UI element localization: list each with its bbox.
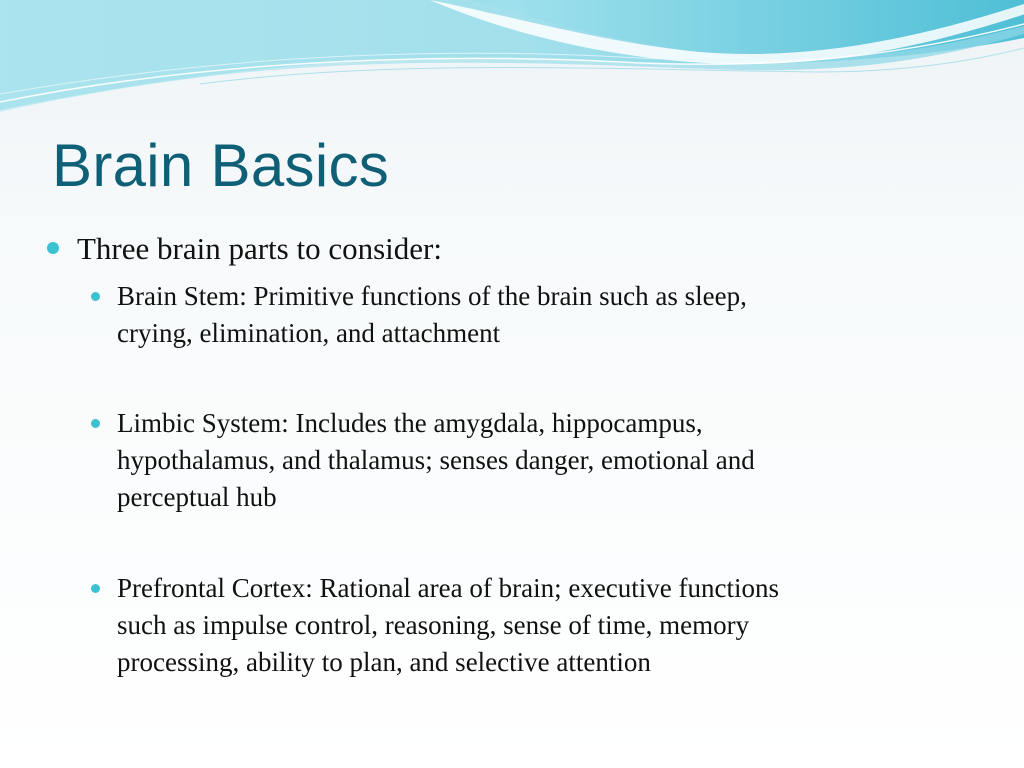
bullet-line: Prefrontal Cortex: Rational area of brain; executive functions [117,573,780,603]
sub-bullet-icon [91,292,100,301]
slide-title: Brain Basics [52,132,390,199]
bullet-icon [47,242,59,254]
bullet-line: Brain Stem: Primitive functions of the brain such as sleep, [117,281,747,311]
sub-bullet-text [117,278,947,352]
bullet-line: hypothalamus, and thalamus; senses danger, emotional and [117,445,755,475]
bullet-line: crying, elimination, and attachment [117,318,501,348]
sub-bullet-text [117,405,947,516]
sub-bullet-icon [91,419,100,428]
header-wave-decoration [0,0,1024,120]
sub-bullet-text [117,570,947,681]
sub-bullet-icon [91,584,100,593]
bullet-line: Limbic System: Includes the amygdala, hippocampus, [117,408,703,438]
bullet-line: processing, ability to plan, and selective attention [117,647,651,677]
bullet-line: perceptual hub [117,482,277,512]
main-bullet-text: Three brain parts to consider: [77,231,442,266]
bullet-line: such as impulse control, reasoning, sense of time, memory [117,610,750,640]
